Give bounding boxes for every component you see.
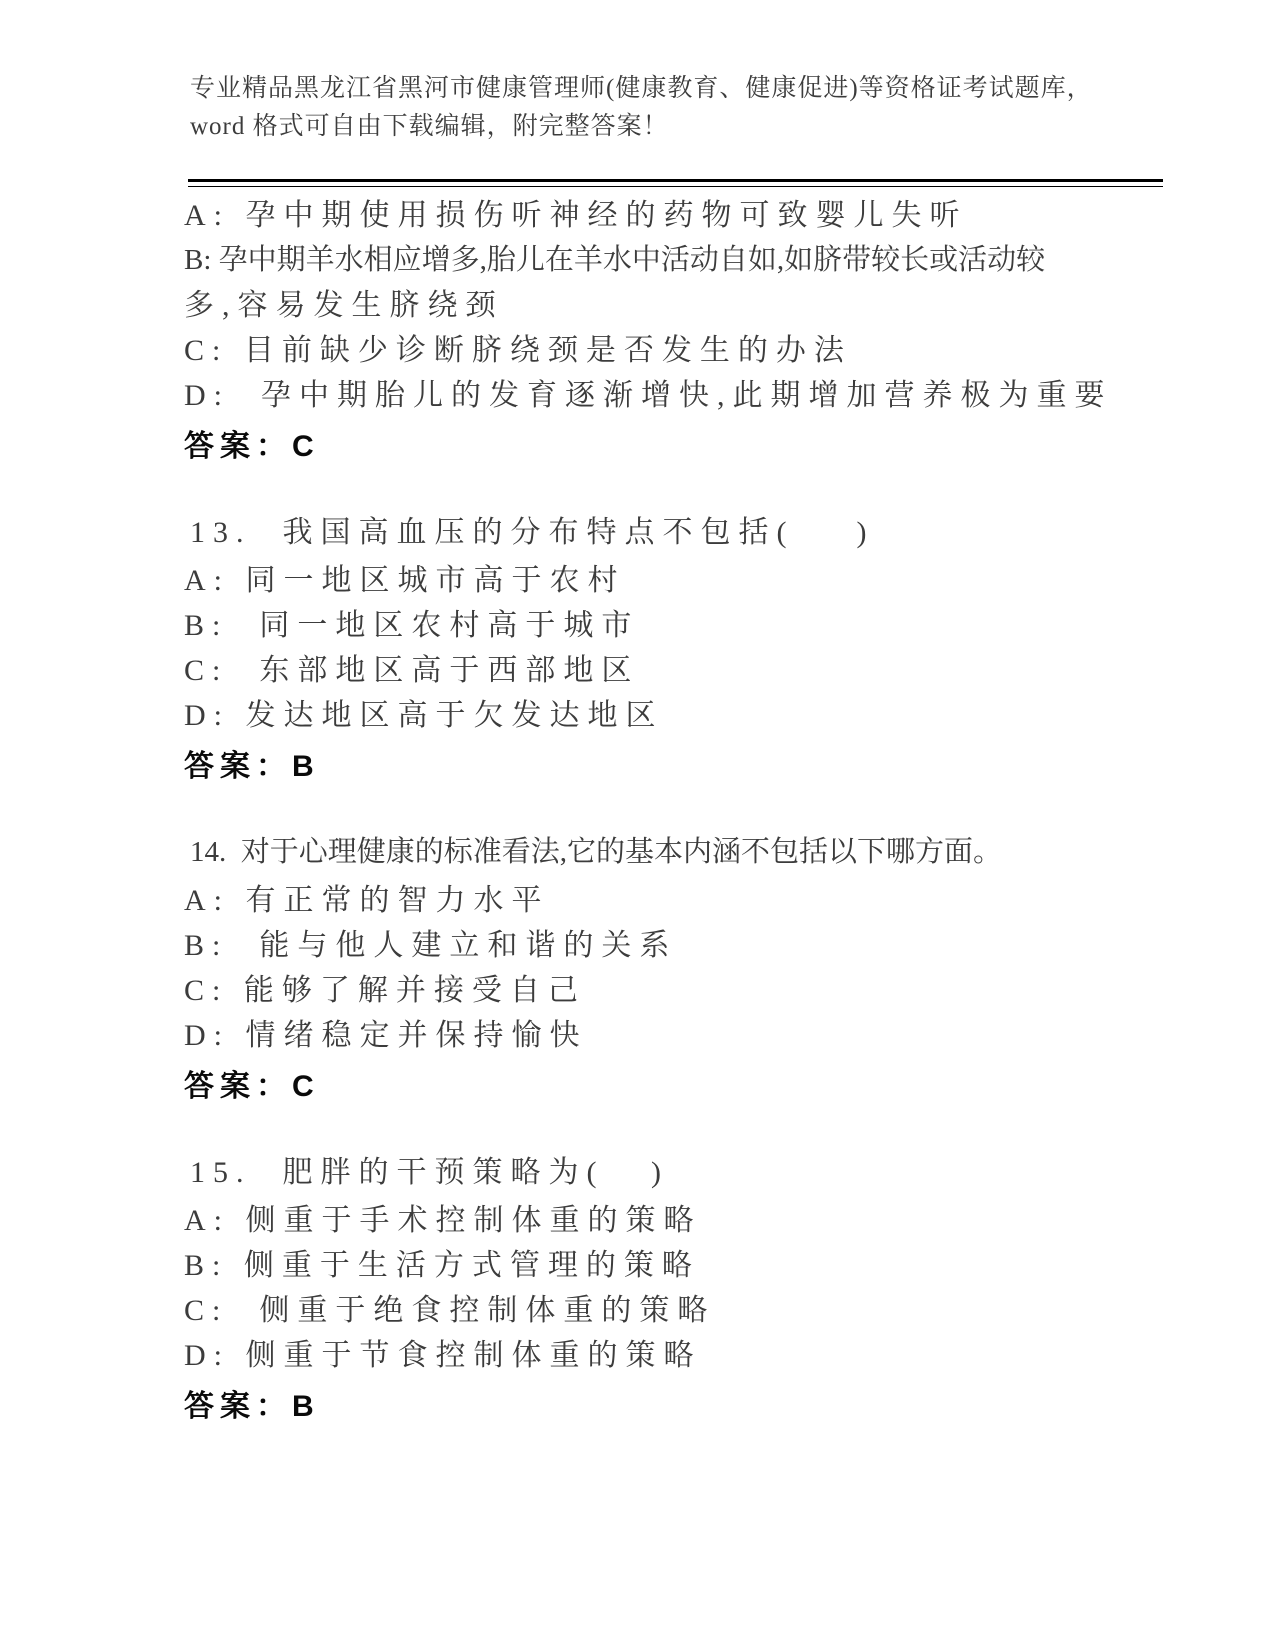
question-block-12 bbox=[184, 193, 1275, 469]
option-line-a: A: 侧重于手术控制体重的策略 bbox=[184, 1204, 702, 1237]
answer-line: 答案：B bbox=[184, 1390, 320, 1423]
header-line-2: word 格式可自由下载编辑，附完整答案！ bbox=[190, 113, 669, 140]
option-line-a: A: 有正常的智力水平 bbox=[184, 884, 550, 917]
option-line-b-continuation: 多,容易发生脐绕颈 bbox=[184, 289, 504, 322]
option-line-c: C: 东部地区高于西部地区 bbox=[184, 654, 640, 687]
header-line-1: 专业精品黑龙江省黑河市健康管理师(健康教育、健康促进)等资格证考试题库， bbox=[190, 75, 1093, 102]
option-line-c: C: 目前缺少诊断脐绕颈是否发生的办法 bbox=[184, 334, 852, 367]
option-line-d: D: 侧重于节食控制体重的策略 bbox=[184, 1339, 702, 1372]
answer-line: 答案：C bbox=[184, 430, 320, 463]
question-block-14 bbox=[184, 830, 1275, 1109]
question-title-line: 13. 我国高血压的分布特点不包括( ) bbox=[190, 516, 875, 549]
question-block-15 bbox=[184, 1150, 1275, 1429]
page-header bbox=[184, 70, 1275, 146]
question-title-line: 14. 对于心理健康的标准看法,它的基本内涵不包括以下哪方面。 bbox=[190, 836, 1003, 868]
answer-line: 答案：B bbox=[184, 750, 320, 783]
option-line-d: D: 情绪稳定并保持愉快 bbox=[184, 1019, 588, 1052]
option-line-c: C: 侧重于绝食控制体重的策略 bbox=[184, 1294, 716, 1327]
answer-line: 答案：C bbox=[184, 1070, 320, 1103]
question-title-line: 15. 肥胖的干预策略为( ) bbox=[190, 1156, 669, 1189]
option-line-b: B: 同一地区农村高于城市 bbox=[184, 609, 640, 642]
option-line-c: C: 能够了解并接受自己 bbox=[184, 974, 586, 1007]
question-block-13 bbox=[184, 510, 1275, 789]
option-line-b: B: 侧重于生活方式管理的策略 bbox=[184, 1249, 700, 1282]
header-divider-double-rule bbox=[188, 179, 1163, 187]
option-line-d: D: 发达地区高于欠发达地区 bbox=[184, 699, 664, 732]
question-list bbox=[184, 193, 1275, 1429]
option-line-b: B: 孕中期羊水相应增多,胎儿在羊水中活动自如,如脐带较长或活动较 bbox=[184, 244, 1046, 276]
option-line-a: A: 同一地区城市高于农村 bbox=[184, 564, 626, 597]
option-line-b: B: 能与他人建立和谐的关系 bbox=[184, 929, 678, 962]
option-line-a: A: 孕中期使用损伤听神经的药物可致婴儿失听 bbox=[184, 199, 968, 232]
option-line-d: D: 孕中期胎儿的发育逐渐增快,此期增加营养极为重要 bbox=[184, 379, 1113, 412]
